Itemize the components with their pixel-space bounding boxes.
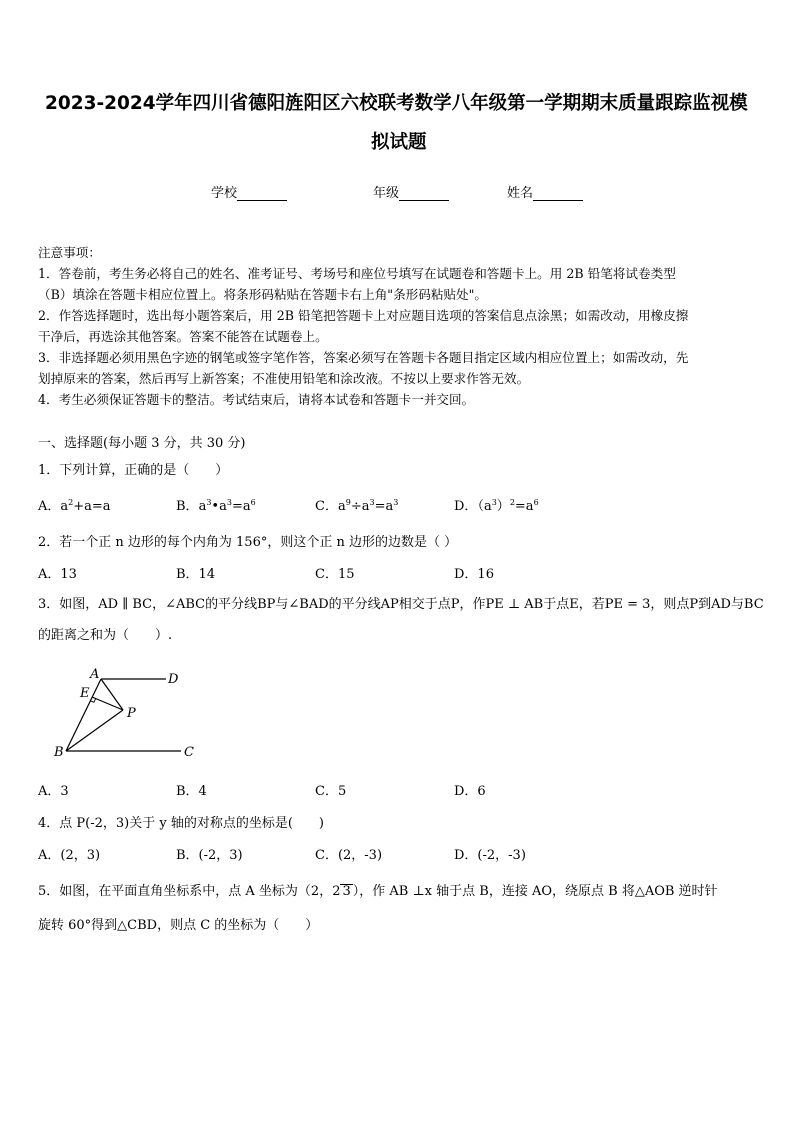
q4-option-a[interactable]: A．(2，3) [38, 848, 101, 863]
q2-option-d[interactable]: D．16 [454, 567, 494, 582]
q2-option-b[interactable]: B．14 [176, 567, 216, 582]
notes-block [38, 242, 763, 410]
notes-line: 1．答卷前，考生务必将自己的姓名、准考证号、考场号和座位号填写在试题卷和答题卡上。用 2B 铅笔将试卷类型 [38, 266, 676, 281]
notes-line: 3．非选择题必须用黑色字迹的钢笔或签字笔作答，答案必须写在答题卡各题目指定区域内相应位置上；如需改动，先 [38, 350, 689, 365]
name-label: 姓名 [507, 186, 534, 201]
q3-stem-line2: 的距离之和为（ ）. [38, 628, 173, 643]
q4-stem: 4．点 P(-2，3)关于 y 轴的对称点的坐标是( ) [38, 816, 324, 831]
q1-option-c[interactable]: C．$a^9\div a^3=a^3$ [315, 498, 399, 514]
notes-line: 4．考生必须保证答题卡的整洁。考试结束后，请将本试卷和答题卡一并交回。 [38, 392, 475, 407]
label-p: P [127, 706, 136, 721]
section-heading: 一、选择题(每小题 3 分，共 30 分) [38, 436, 246, 451]
school-blank[interactable] [237, 187, 287, 201]
q1-stem: 1．下列计算，正确的是（ ） [38, 463, 229, 478]
q2-option-a[interactable]: A．13 [38, 567, 77, 582]
label-b: B [54, 745, 64, 760]
q5-stem-line2: 旋转 60°得到△CBD，则点 C 的坐标为（ ） [38, 918, 319, 933]
q2-stem: 2．若一个正 n 边形的每个内角为 156°，则这个正 n 边形的边数是（ ） [38, 535, 458, 550]
q3-option-c[interactable]: C．5 [315, 784, 347, 799]
segment-bp [66, 710, 123, 751]
q1-option-d[interactable]: D．$(a^3)^2=a^6$ [454, 498, 539, 514]
q1-option-b[interactable]: B．$a^3•a^3=a^6$ [176, 498, 256, 514]
label-a: A [90, 667, 100, 682]
notes-line: 划掉原来的答案，然后再写上新答案；不准使用铅笔和涂改液。不按以上要求作答无效。 [38, 371, 530, 386]
name-field[interactable] [507, 182, 583, 201]
q3-stem-line1: 3．如图，AD ∥ BC，∠ABC的平分线BP与∠BAD的平分线AP相交于点P，作PE ⊥ AB于点E，若PE = 3，则点P到AD与BC [38, 597, 764, 612]
q3-option-d[interactable]: D．6 [454, 784, 486, 799]
exam-title-line1: 2023-2024学年四川省德阳旌阳区六校联考数学八年级第一学期期末质量跟踪监视模 [45, 93, 748, 114]
label-e: E [80, 686, 90, 701]
grade-field[interactable] [373, 182, 449, 201]
q4-option-c[interactable]: C．(2，-3) [315, 848, 383, 863]
q3-option-b[interactable]: B．4 [176, 784, 207, 799]
label-d: D [168, 672, 179, 687]
grade-blank[interactable] [399, 187, 449, 201]
notes-line: 2．作答选择题时，选出每小题答案后，用 2B 铅笔把答题卡上对应题目选项的答案信息点涂黑；如需改动，用橡皮擦 [38, 308, 689, 323]
name-blank[interactable] [533, 187, 583, 201]
q4-option-d[interactable]: D．(-2，-3) [454, 848, 526, 863]
label-c: C [184, 745, 194, 760]
sqrt-symbol: 3 [342, 884, 351, 899]
q5-stem-line1: 5．如图，在平面直角坐标系中，点 A 坐标为（2，2 3 ），作 AB ⊥x 轴于点 B，连接 AO，绕原点 B 将△AOB 逆时针 [38, 884, 718, 899]
notes-line: （B）填涂在答题卡相应位置上。将条形码粘贴在答题卡右上角"条形码粘贴处"。 [38, 287, 488, 302]
school-label: 学校 [211, 186, 238, 201]
q1-option-a[interactable]: A．$a^2+a=a$ [38, 498, 111, 514]
q4-option-b[interactable]: B．(-2，3) [176, 848, 243, 863]
exam-title-line2: 拟试题 [371, 132, 427, 153]
school-field[interactable] [211, 182, 287, 201]
q3-option-a[interactable]: A．3 [38, 784, 69, 799]
q2-option-c[interactable]: C．15 [315, 567, 355, 582]
notes-heading: 注意事项： [38, 245, 101, 260]
q3-figure [48, 664, 208, 764]
notes-line: 干净后，再选涂其他答案。答案不能答在试题卷上。 [38, 329, 328, 344]
grade-label: 年级 [373, 186, 400, 201]
